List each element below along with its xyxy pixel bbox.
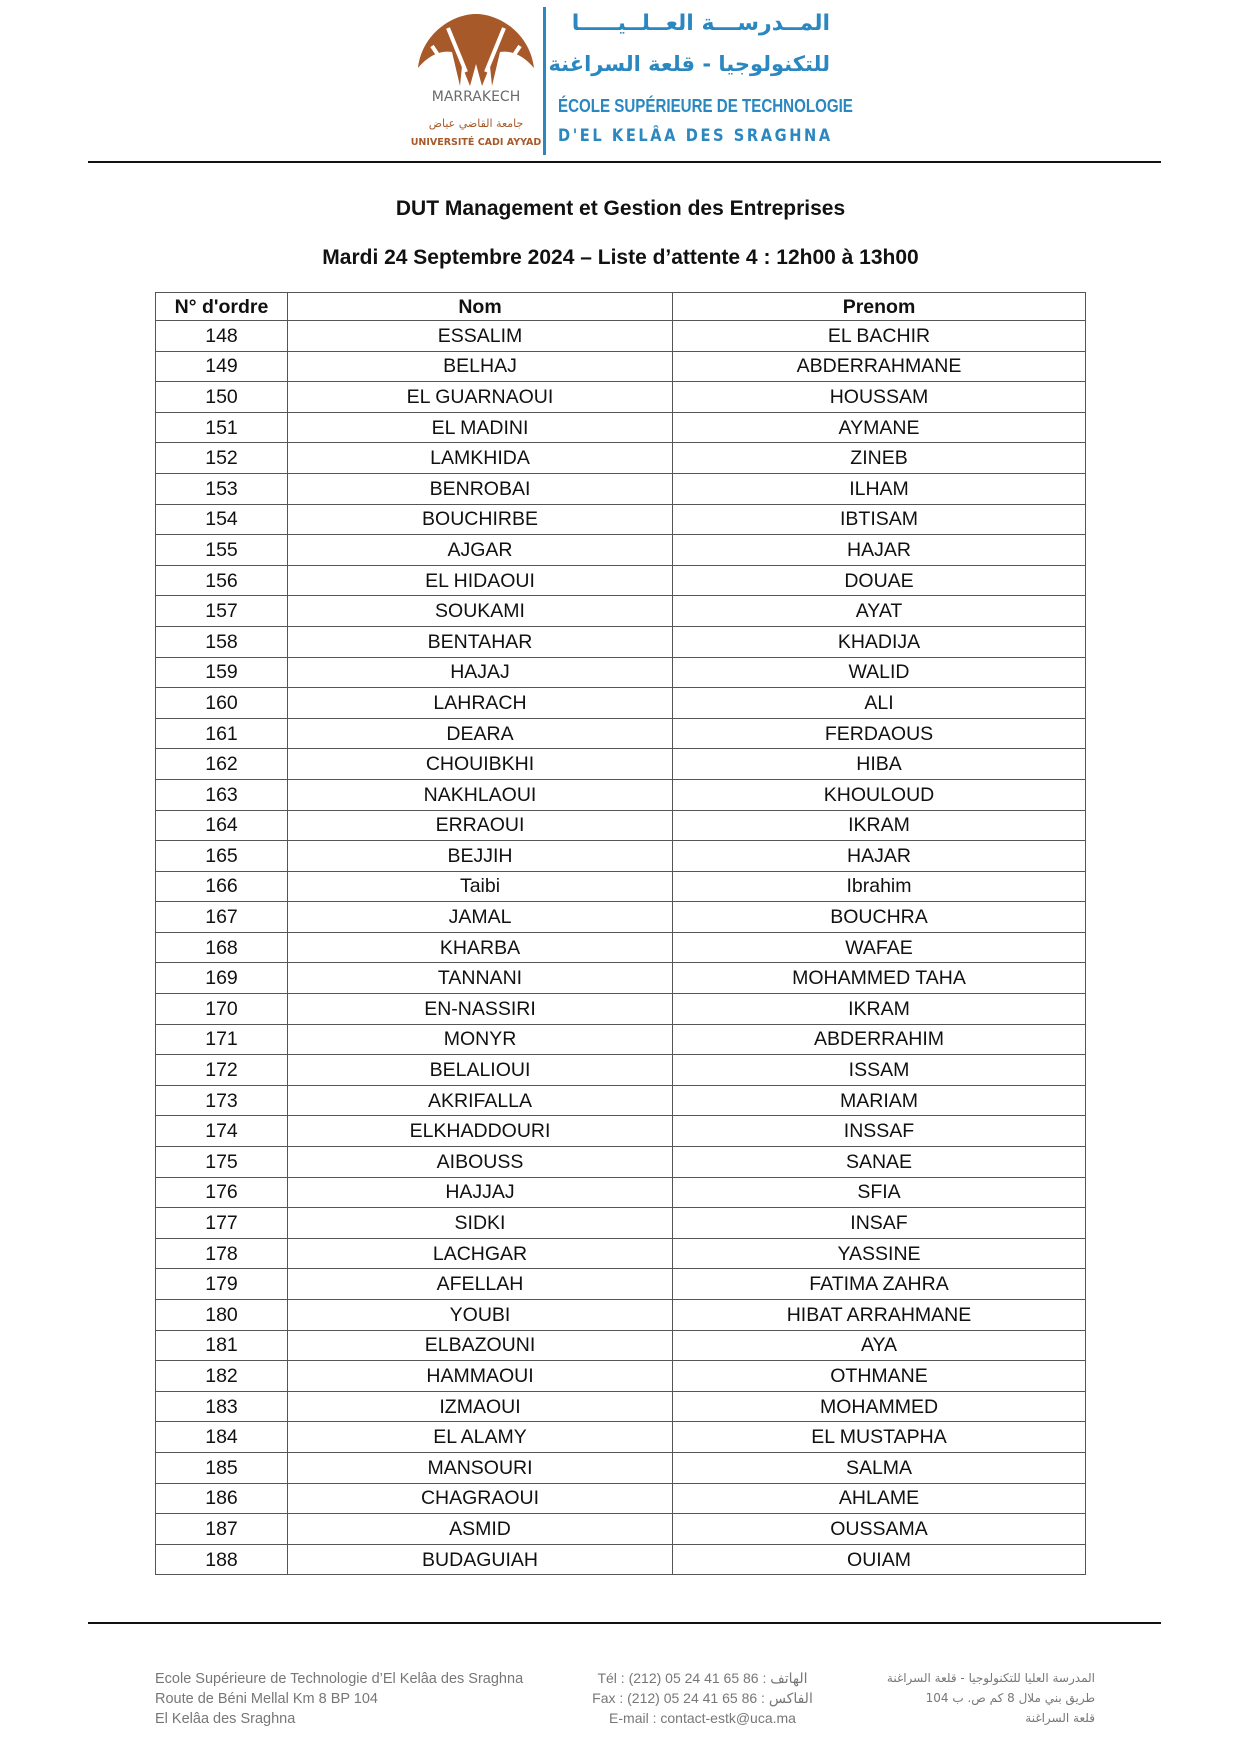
cell-order-number: 162 (156, 749, 288, 780)
cell-order-number: 149 (156, 351, 288, 382)
cell-prenom: HIBAT ARRAHMANE (673, 1300, 1086, 1331)
footer-contact (575, 1668, 830, 1728)
cell-nom: HAJAJ (288, 657, 673, 688)
table-row (156, 810, 1086, 841)
cell-nom: ASMID (288, 1514, 673, 1545)
table-row (156, 473, 1086, 504)
cell-prenom: ALI (673, 688, 1086, 719)
cell-prenom: MOHAMMED (673, 1391, 1086, 1422)
table-row (156, 1085, 1086, 1116)
cell-prenom: OTHMANE (673, 1361, 1086, 1392)
cell-prenom: SFIA (673, 1177, 1086, 1208)
logo-divider (543, 7, 546, 155)
cell-order-number: 173 (156, 1085, 288, 1116)
cell-prenom: AYMANE (673, 412, 1086, 443)
table-row (156, 535, 1086, 566)
footer-address-ar-line: المدرسة العليا للتكنولوجيا - قلعة السراغنة (886, 1671, 1095, 1685)
cell-nom: ERRAOUI (288, 810, 673, 841)
column-header-nom: Nom (288, 293, 673, 321)
cell-nom: LACHGAR (288, 1238, 673, 1269)
table-row (156, 749, 1086, 780)
table-row (156, 443, 1086, 474)
table-row (156, 994, 1086, 1025)
cell-prenom: ABDERRAHIM (673, 1024, 1086, 1055)
table-row (156, 1147, 1086, 1178)
footer-address-line: Route de Béni Mellal Km 8 BP 104 (155, 1691, 379, 1707)
cell-order-number: 154 (156, 504, 288, 535)
cell-prenom: WALID (673, 657, 1086, 688)
cell-order-number: 186 (156, 1483, 288, 1514)
cell-nom: IZMAOUI (288, 1391, 673, 1422)
cell-nom: BOUCHIRBE (288, 504, 673, 535)
cell-order-number: 148 (156, 321, 288, 352)
waiting-list-table (155, 292, 1086, 1575)
cell-order-number: 183 (156, 1391, 288, 1422)
cell-nom: BELALIOUI (288, 1055, 673, 1086)
cell-prenom: AYAT (673, 596, 1086, 627)
cell-order-number: 163 (156, 779, 288, 810)
cell-prenom: BOUCHRA (673, 902, 1086, 933)
cell-prenom: IKRAM (673, 810, 1086, 841)
footer-email[interactable]: E-mail : contact-estk@uca.ma (609, 1710, 796, 1726)
cell-prenom: HIBA (673, 749, 1086, 780)
cell-nom: BENROBAI (288, 473, 673, 504)
table-row (156, 688, 1086, 719)
cell-order-number: 172 (156, 1055, 288, 1086)
cell-order-number: 174 (156, 1116, 288, 1147)
cell-nom: EL GUARNAOUI (288, 382, 673, 413)
cell-nom: BEJJIH (288, 841, 673, 872)
column-header-prenom: Prenom (673, 293, 1086, 321)
cell-prenom: OUIAM (673, 1544, 1086, 1575)
table-row (156, 1177, 1086, 1208)
cell-order-number: 182 (156, 1361, 288, 1392)
cell-prenom: INSSAF (673, 1116, 1086, 1147)
table-row (156, 932, 1086, 963)
table-row (156, 1514, 1086, 1545)
footer-address-fr (155, 1669, 555, 1729)
cell-nom: CHAGRAOUI (288, 1483, 673, 1514)
cell-nom: CHOUIBKHI (288, 749, 673, 780)
cell-order-number: 165 (156, 841, 288, 872)
cell-nom: BENTAHAR (288, 626, 673, 657)
cell-nom: EN-NASSIRI (288, 994, 673, 1025)
cell-order-number: 159 (156, 657, 288, 688)
table-row (156, 1024, 1086, 1055)
cell-order-number: 187 (156, 1514, 288, 1545)
table-row (156, 504, 1086, 535)
table-row (156, 1483, 1086, 1514)
cell-order-number: 167 (156, 902, 288, 933)
header-divider (88, 161, 1161, 163)
cell-order-number: 150 (156, 382, 288, 413)
footer-phone: Tél : (212) 05 24 41 65 86 : الهاتف (597, 1670, 808, 1686)
footer-fax: Fax : (212) 05 24 41 65 86 : الفاكس (592, 1690, 813, 1706)
cell-order-number: 155 (156, 535, 288, 566)
cell-order-number: 179 (156, 1269, 288, 1300)
cell-nom: MONYR (288, 1024, 673, 1055)
cell-nom: AIBOUSS (288, 1147, 673, 1178)
palm-emblem-icon (412, 6, 540, 86)
table-row (156, 1269, 1086, 1300)
cell-order-number: 178 (156, 1238, 288, 1269)
table-row (156, 871, 1086, 902)
cell-prenom: AHLAME (673, 1483, 1086, 1514)
cell-prenom: OUSSAMA (673, 1514, 1086, 1545)
cell-prenom: ABDERRAHMANE (673, 351, 1086, 382)
table-row (156, 841, 1086, 872)
logo-university-fr: UNIVERSITÉ CADI AYYAD (410, 137, 542, 148)
cell-order-number: 181 (156, 1330, 288, 1361)
cell-order-number: 153 (156, 473, 288, 504)
cell-prenom: YASSINE (673, 1238, 1086, 1269)
cell-nom: AFELLAH (288, 1269, 673, 1300)
cell-nom: BELHAJ (288, 351, 673, 382)
cell-order-number: 188 (156, 1544, 288, 1575)
logo-city: MARRAKECH (431, 89, 521, 105)
cell-prenom: ILHAM (673, 473, 1086, 504)
table-row (156, 1544, 1086, 1575)
table-row (156, 1300, 1086, 1331)
table-row (156, 1116, 1086, 1147)
cell-nom: MANSOURI (288, 1452, 673, 1483)
cell-nom: EL HIDAOUI (288, 565, 673, 596)
table-row (156, 1361, 1086, 1392)
cell-nom: DEARA (288, 718, 673, 749)
cell-order-number: 175 (156, 1147, 288, 1178)
cell-nom: LAMKHIDA (288, 443, 673, 474)
table-row (156, 565, 1086, 596)
cell-order-number: 184 (156, 1422, 288, 1453)
cell-prenom: ZINEB (673, 443, 1086, 474)
cell-prenom: HOUSSAM (673, 382, 1086, 413)
cell-prenom: MARIAM (673, 1085, 1086, 1116)
cell-nom: EL ALAMY (288, 1422, 673, 1453)
cell-order-number: 151 (156, 412, 288, 443)
school-name-fr-line2: D'EL KELÂA DES SRAGHNA (558, 126, 833, 146)
cell-prenom: SANAE (673, 1147, 1086, 1178)
cell-prenom: MOHAMMED TAHA (673, 963, 1086, 994)
table-row (156, 321, 1086, 352)
cell-order-number: 157 (156, 596, 288, 627)
cell-prenom: AYA (673, 1330, 1086, 1361)
cell-nom: EL MADINI (288, 412, 673, 443)
table-row (156, 1208, 1086, 1239)
cell-prenom: SALMA (673, 1452, 1086, 1483)
cell-nom: ELKHADDOURI (288, 1116, 673, 1147)
cell-nom: YOUBI (288, 1300, 673, 1331)
cell-order-number: 152 (156, 443, 288, 474)
cell-prenom: INSAF (673, 1208, 1086, 1239)
cell-nom: SIDKI (288, 1208, 673, 1239)
table-row (156, 1330, 1086, 1361)
table-row (156, 1238, 1086, 1269)
cell-prenom: ISSAM (673, 1055, 1086, 1086)
cell-nom: HAJJAJ (288, 1177, 673, 1208)
cell-nom: NAKHLAOUI (288, 779, 673, 810)
logo-university-ar: جامعة القاضي عياض (428, 117, 524, 130)
footer-address-ar (860, 1668, 1095, 1728)
footer-address-ar-line: طريق بني ملال 8 كم ص. ب 104 (925, 1691, 1095, 1705)
footer-address-line: El Kelâa des Sraghna (155, 1711, 296, 1727)
cell-order-number: 180 (156, 1300, 288, 1331)
cell-nom: BUDAGUIAH (288, 1544, 673, 1575)
footer-address-ar-line: قلعة السراغنة (1025, 1711, 1095, 1725)
cell-prenom: IKRAM (673, 994, 1086, 1025)
cell-prenom: WAFAE (673, 932, 1086, 963)
table-row (156, 1452, 1086, 1483)
cell-order-number: 156 (156, 565, 288, 596)
cell-order-number: 171 (156, 1024, 288, 1055)
document-title: DUT Management et Gestion des Entreprises (395, 197, 846, 220)
school-name-fr-line1: ÉCOLE SUPÉRIEURE DE TECHNOLOGIE (558, 96, 853, 116)
cell-prenom: Ibrahim (673, 871, 1086, 902)
cell-prenom: IBTISAM (673, 504, 1086, 535)
table-row (156, 1422, 1086, 1453)
column-header-order: N° d'ordre (156, 293, 288, 321)
cell-prenom: KHOULOUD (673, 779, 1086, 810)
table-row (156, 779, 1086, 810)
cell-prenom: KHADIJA (673, 626, 1086, 657)
cell-order-number: 185 (156, 1452, 288, 1483)
cell-prenom: HAJAR (673, 535, 1086, 566)
cell-nom: JAMAL (288, 902, 673, 933)
table-row (156, 963, 1086, 994)
cell-order-number: 169 (156, 963, 288, 994)
school-logo (410, 6, 853, 158)
table-row (156, 626, 1086, 657)
cell-prenom: EL BACHIR (673, 321, 1086, 352)
cell-order-number: 177 (156, 1208, 288, 1239)
cell-nom: KHARBA (288, 932, 673, 963)
cell-prenom: EL MUSTAPHA (673, 1422, 1086, 1453)
cell-order-number: 176 (156, 1177, 288, 1208)
cell-order-number: 168 (156, 932, 288, 963)
cell-order-number: 170 (156, 994, 288, 1025)
table-row (156, 596, 1086, 627)
cell-prenom: HAJAR (673, 841, 1086, 872)
footer-divider (88, 1622, 1161, 1624)
cell-nom: AKRIFALLA (288, 1085, 673, 1116)
cell-nom: SOUKAMI (288, 596, 673, 627)
cell-nom: TANNANI (288, 963, 673, 994)
table-row (156, 902, 1086, 933)
table-row (156, 351, 1086, 382)
cell-nom: Taibi (288, 871, 673, 902)
cell-order-number: 166 (156, 871, 288, 902)
cell-order-number: 164 (156, 810, 288, 841)
table-row (156, 657, 1086, 688)
cell-order-number: 158 (156, 626, 288, 657)
cell-prenom: FATIMA ZAHRA (673, 1269, 1086, 1300)
table-row (156, 1391, 1086, 1422)
cell-nom: ESSALIM (288, 321, 673, 352)
cell-prenom: FERDAOUS (673, 718, 1086, 749)
document-subtitle: Mardi 24 Septembre 2024 – Liste d’attente 4 : 12h00 à 13h00 (322, 246, 919, 269)
cell-order-number: 161 (156, 718, 288, 749)
cell-nom: HAMMAOUI (288, 1361, 673, 1392)
cell-prenom: DOUAE (673, 565, 1086, 596)
cell-order-number: 160 (156, 688, 288, 719)
cell-nom: LAHRACH (288, 688, 673, 719)
table-row (156, 718, 1086, 749)
cell-nom: ELBAZOUNI (288, 1330, 673, 1361)
table-row (156, 412, 1086, 443)
footer-address-line: Ecole Supérieure de Technologie d’El Kelâa des Sraghna (155, 1671, 524, 1687)
table-row (156, 382, 1086, 413)
table-body (156, 321, 1086, 1575)
cell-nom: AJGAR (288, 535, 673, 566)
school-name-ar-line2: للتكنولوجيا - قلعة السراغنة (548, 52, 830, 76)
table-header-row (156, 293, 1086, 321)
table-row (156, 1055, 1086, 1086)
school-name-ar-line1: المــدرســـة العــلــيـــــا (571, 11, 830, 36)
